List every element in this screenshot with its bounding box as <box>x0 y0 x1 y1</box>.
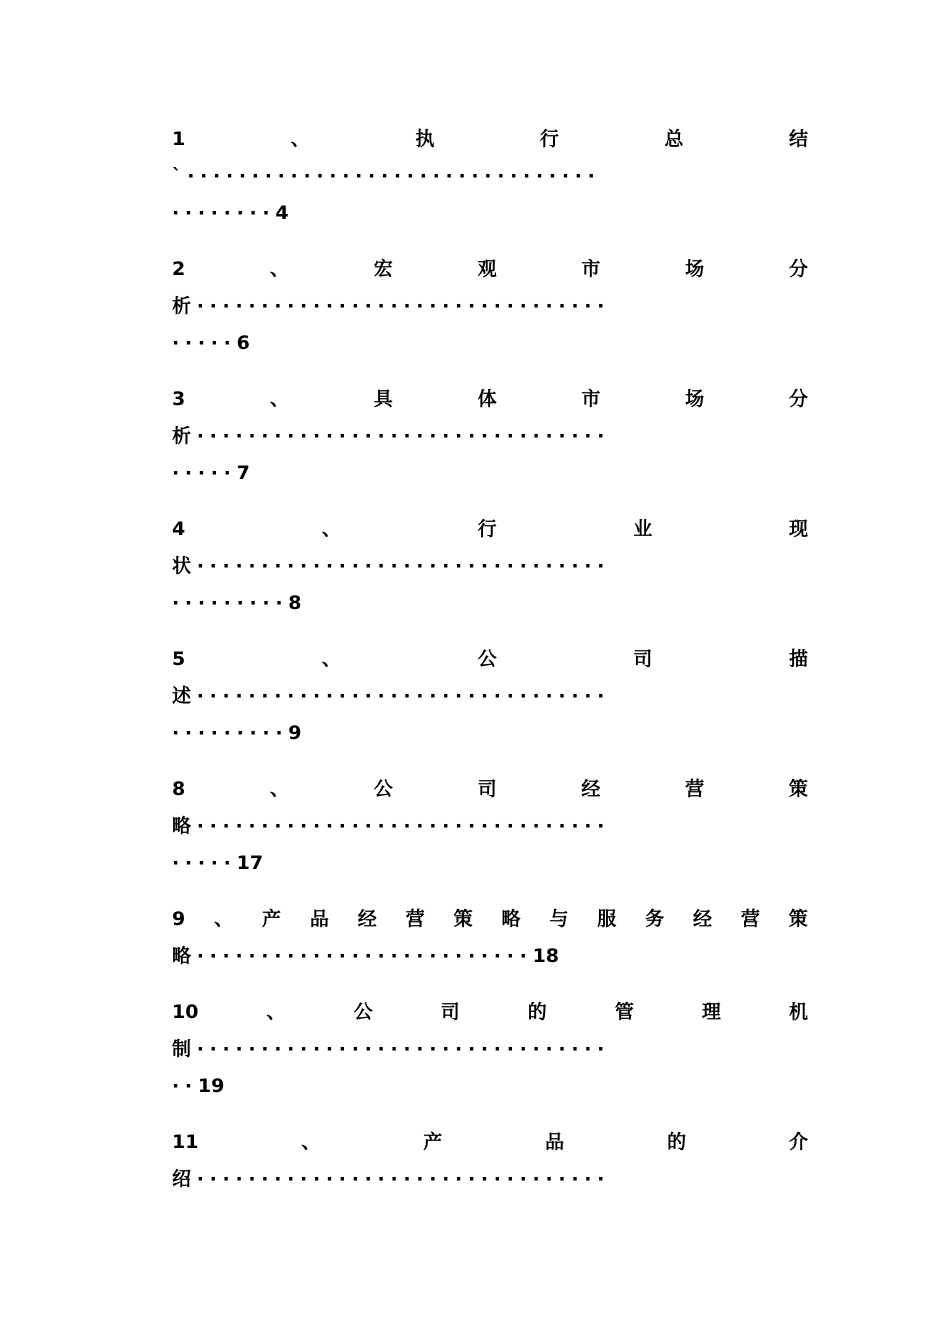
toc-title-token: 场 <box>685 258 705 280</box>
toc-title-token: 市 <box>581 258 601 280</box>
toc-title-token: 与 <box>549 908 569 930</box>
toc-title-token: 司 <box>477 778 497 800</box>
toc-entry[interactable] <box>172 251 808 362</box>
toc-entry-leader-line <box>172 1161 808 1198</box>
toc-title-token: 产 <box>423 1131 443 1153</box>
toc-title-token: 场 <box>685 388 705 410</box>
toc-title-token: 经 <box>693 908 713 930</box>
toc-title-token: 、 <box>301 1131 321 1153</box>
toc-title-token: 分 <box>788 258 808 280</box>
toc-entry-title-line <box>172 771 808 808</box>
leader-dots: 述································ <box>172 685 611 707</box>
leader-dots: 析································ <box>172 295 611 317</box>
toc-title-token: 总 <box>664 128 684 150</box>
toc-title-token: 业 <box>633 518 653 540</box>
toc-title-token: 4 <box>172 518 186 540</box>
leader-dots: ····· <box>172 852 237 874</box>
toc-entry-page-line <box>172 845 808 882</box>
toc-entry[interactable] <box>172 901 808 975</box>
toc-title-token: 略 <box>501 908 521 930</box>
toc-title-token: 5 <box>172 648 186 670</box>
table-of-contents <box>172 121 808 1217</box>
toc-title-token: 10 <box>172 1001 199 1023</box>
toc-entry-title-line <box>172 121 808 158</box>
toc-entry-page-line <box>172 585 808 622</box>
toc-entry-title-line <box>172 994 808 1031</box>
toc-title-token: 具 <box>373 388 393 410</box>
toc-title-token: 行 <box>477 518 497 540</box>
page-number: 17 <box>236 852 264 874</box>
toc-entry-leader-line <box>172 288 808 325</box>
leader-dots: ····· <box>172 332 237 354</box>
toc-title-token: 品 <box>545 1131 565 1153</box>
leader-dots: ········· <box>172 722 289 744</box>
toc-entry-page-line <box>172 325 808 362</box>
toc-title-token: 策 <box>453 908 473 930</box>
toc-title-token: 经 <box>357 908 377 930</box>
toc-title-token: 理 <box>701 1001 721 1023</box>
toc-entry[interactable] <box>172 994 808 1105</box>
toc-title-token: 、 <box>290 128 310 150</box>
toc-title-token: 执 <box>415 128 435 150</box>
page-number: 6 <box>236 332 250 354</box>
toc-entry[interactable] <box>172 1124 808 1198</box>
toc-title-token: 管 <box>614 1001 634 1023</box>
toc-title-token: 介 <box>788 1131 808 1153</box>
toc-title-token: 营 <box>405 908 425 930</box>
toc-title-token: 司 <box>633 648 653 670</box>
toc-title-token: 、 <box>321 518 341 540</box>
toc-entry-page-line <box>172 455 808 492</box>
toc-title-token: 3 <box>172 388 186 410</box>
toc-title-token: 市 <box>581 388 601 410</box>
toc-title-token: 策 <box>788 778 808 800</box>
toc-title-token: 司 <box>440 1001 460 1023</box>
leader-dots: 析································ <box>172 425 611 447</box>
page-number: 9 <box>288 722 302 744</box>
toc-title-token: 、 <box>321 648 341 670</box>
toc-title-token: 的 <box>667 1131 687 1153</box>
toc-title-token: 分 <box>788 388 808 410</box>
toc-entry-leader-line <box>172 938 808 975</box>
leader-dots: `································ <box>172 165 601 187</box>
toc-title-token: 的 <box>527 1001 547 1023</box>
page-number: 7 <box>236 462 250 484</box>
toc-entry[interactable] <box>172 121 808 232</box>
toc-entry-leader-line <box>172 678 808 715</box>
toc-title-token: 、 <box>214 908 234 930</box>
toc-entry-page-line <box>172 1068 808 1105</box>
toc-title-token: 宏 <box>373 258 393 280</box>
toc-entry-title-line <box>172 511 808 548</box>
toc-title-token: 务 <box>645 908 665 930</box>
toc-title-token: 体 <box>477 388 497 410</box>
leader-dots: 制································ <box>172 1038 611 1060</box>
leader-dots: 略································ <box>172 815 611 837</box>
toc-title-token: 公 <box>477 648 497 670</box>
toc-title-token: 、 <box>270 388 290 410</box>
page-number: 18 <box>532 945 560 967</box>
leader-dots: ····· <box>172 462 237 484</box>
toc-title-token: 现 <box>788 518 808 540</box>
leader-dots: 略·························· <box>172 945 533 967</box>
toc-title-token: 行 <box>539 128 559 150</box>
toc-entry-title-line <box>172 381 808 418</box>
toc-entry-title-line <box>172 251 808 288</box>
toc-title-token: 公 <box>373 778 393 800</box>
leader-dots: ·· <box>172 1075 198 1097</box>
toc-entry[interactable] <box>172 641 808 752</box>
toc-title-token: 机 <box>788 1001 808 1023</box>
toc-title-token: 、 <box>270 258 290 280</box>
toc-title-token: 结 <box>788 128 808 150</box>
toc-title-token: 公 <box>353 1001 373 1023</box>
toc-entry[interactable] <box>172 511 808 622</box>
toc-title-token: 、 <box>266 1001 286 1023</box>
leader-dots: 绍································ <box>172 1168 611 1190</box>
page-number: 4 <box>275 202 289 224</box>
toc-title-token: 、 <box>270 778 290 800</box>
toc-title-token: 产 <box>262 908 282 930</box>
toc-title-token: 服 <box>597 908 617 930</box>
leader-dots: ········· <box>172 592 289 614</box>
toc-title-token: 营 <box>740 908 760 930</box>
toc-entry-title-line <box>172 1124 808 1161</box>
toc-title-token: 品 <box>309 908 329 930</box>
toc-title-token: 8 <box>172 778 186 800</box>
toc-title-token: 2 <box>172 258 186 280</box>
toc-entry-title-line <box>172 901 808 938</box>
toc-entry[interactable] <box>172 381 808 492</box>
toc-entry-title-line <box>172 641 808 678</box>
toc-title-token: 描 <box>788 648 808 670</box>
leader-dots: 状································ <box>172 555 611 577</box>
toc-title-token: 营 <box>685 778 705 800</box>
toc-entry-page-line <box>172 195 808 232</box>
leader-dots: ········ <box>172 202 276 224</box>
toc-title-token: 9 <box>172 908 186 930</box>
toc-title-token: 经 <box>581 778 601 800</box>
page-number: 8 <box>288 592 302 614</box>
toc-entry-leader-line <box>172 418 808 455</box>
toc-title-token: 观 <box>477 258 497 280</box>
toc-entry-leader-line <box>172 1031 808 1068</box>
toc-title-token: 11 <box>172 1131 199 1153</box>
toc-entry[interactable] <box>172 771 808 882</box>
toc-entry-leader-line <box>172 548 808 585</box>
page-number: 19 <box>197 1075 225 1097</box>
toc-title-token: 策 <box>788 908 808 930</box>
toc-entry-leader-line <box>172 158 808 195</box>
toc-title-token: 1 <box>172 128 186 150</box>
toc-entry-page-line <box>172 715 808 752</box>
toc-entry-leader-line <box>172 808 808 845</box>
